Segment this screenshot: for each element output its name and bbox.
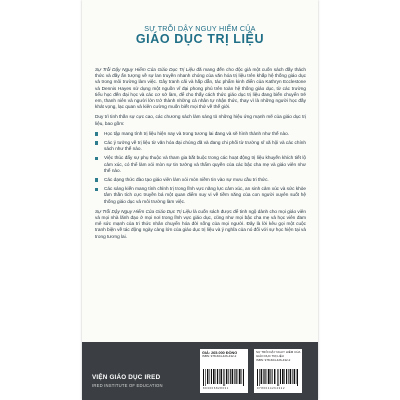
closing-paragraph bbox=[95, 209, 306, 240]
barcode-number: 9 7 8 6 0 4 4 2 6 4 3 2 2 bbox=[257, 387, 285, 390]
price-barcode-box bbox=[200, 349, 248, 393]
cover-title-small: SỰ TRỖI DẬY NGUY HIỂM CỦA bbox=[144, 24, 256, 33]
effects-paragraph: Duy trì tinh thần sự cực cao, các chương sách làm sáng tỏ những hiệu ứng mạnh mẽ của giáo dục trị liệu, bao gồm: bbox=[95, 114, 306, 126]
isbn-label-2: ISBN: 978-604-426-432-2 bbox=[256, 357, 291, 362]
closing-book-title: Sự Trỗi Dậy Nguy Hiểm Của Giáo Dục Trị Liệu bbox=[95, 208, 192, 214]
square-bullet-icon bbox=[95, 157, 98, 160]
effects-list bbox=[95, 131, 306, 205]
price-label: GIÁ: 265.000 ĐỒNG bbox=[202, 351, 238, 355]
book-back-cover bbox=[82, 0, 318, 400]
barcode-icon bbox=[203, 369, 245, 386]
intro-paragraph bbox=[95, 67, 306, 110]
square-bullet-icon bbox=[95, 141, 98, 144]
list-item-text: Các dạng thức đào tạo giáo viên làm xói mòn niềm tin vào sự mưu cầu tri thức. bbox=[104, 177, 269, 183]
book-title-label: SỰ TRỖI DẬY NGUY HIỂM CỦA GIÁO DỤC TRỊ LIỆU bbox=[256, 350, 301, 358]
publisher-footer bbox=[82, 342, 318, 400]
list-item-text: Học tập mang tính trị liệu hiện nay và trong tương lai đang và sẽ hình thành như thế nào. bbox=[104, 130, 289, 136]
intro-paragraph-text: đã mang đến cho độc giả một cuốn sách đầy thách thức và đầy ấn tượng về sự lan truyền nhanh chóng của văn hóa trị liệu trên khắp hệ thống giáo dục và trong môi trường làm việc. Gây tranh cãi và hấp dẫn, tác phẩm kinh điển của Kathryn Ecclestone và Dennis Hayes sử dụng một nguồn vĩ đại phong phú trên toàn hệ thống giáo dục, từ các trường tiểu học đến đại học và các cơ sở làm, để cho thấy cách thức giáo dục trị liệu đang biến chuyển trẻ em, thanh niên và người lớn trở thành những cá nhân tự nhận thức, thay vì là những người học đầy khát vọng, lạc quan và kiên cường muốn biết mọi thứ về thế giới. bbox=[95, 67, 306, 110]
barcode-number: 8 9 3 6 0 6 8 2 8 0 3 1 bbox=[203, 387, 229, 390]
isbn-label: ISBN: 978-604-426-432-2 bbox=[202, 354, 237, 358]
list-item bbox=[95, 186, 306, 205]
closing-paragraph-text: là cuốn sách được để tinh ngộ dành cho mọi giáo viên và mọi nhà lãnh đạo ở mọi nơi trong lĩnh vực giáo dục, cũng như mọi bậc cha mẹ và học viên đam mê sức mạnh của tri thức nhân chuyển hóa đời sống của mọi người. Đây là lời kêu gọi một cuộc tranh biện về tác động ngày càng lớn của giáo dục trị liệu và ý nghĩa của nó đối với sự học hiện tại và trong tương lai. bbox=[95, 208, 306, 239]
list-item bbox=[95, 155, 306, 174]
list-item-text: Các sáng kiến mang tính chỉnh trị trong lĩnh vực năng lực cảm xúc, an sinh cảm xúc và sức khỏe tâm thần tích cực truyền bá một quan điểm suy vi về tiềm năng của con người xuyên suốt hệ thống giáo dục và môi trường làm việc. bbox=[104, 186, 306, 204]
list-item bbox=[95, 140, 306, 152]
publisher-name-english: IRED INSTITUTE OF EDUCATION bbox=[92, 383, 163, 388]
list-item bbox=[95, 131, 306, 137]
list-item-text: Việc thúc đẩy sự phụ thuộc và tham gia bắt buộc trong các hoạt động trị liệu khuyến khích tiết lộ cảm xúc, có thể làm xói mòn sự tin tưởng và thẩm quyền của các bậc cha mẹ và giáo viên như thế nào. bbox=[104, 155, 306, 173]
cover-body-text bbox=[95, 67, 306, 244]
list-item bbox=[95, 177, 306, 183]
list-item-text: Các ý tưởng về trị liệu từ văn hóa đại chúng đã và đang chi phối từ trường sĩ xã hội và các chính sách như thế nào. bbox=[104, 140, 306, 152]
isbn-barcode-box bbox=[254, 349, 302, 393]
square-bullet-icon bbox=[95, 188, 98, 191]
square-bullet-icon bbox=[95, 178, 98, 181]
cover-title: GIÁO DỤC TRỊ LIỆU bbox=[135, 32, 265, 46]
intro-book-title: Sự Trỗi Dậy Nguy Hiểm Của Giáo Dục Trị Liệu bbox=[95, 67, 195, 72]
barcode-icon bbox=[257, 369, 299, 386]
square-bullet-icon bbox=[95, 132, 98, 135]
publisher-name: VIỆN GIÁO DỤC IRED bbox=[92, 374, 161, 381]
